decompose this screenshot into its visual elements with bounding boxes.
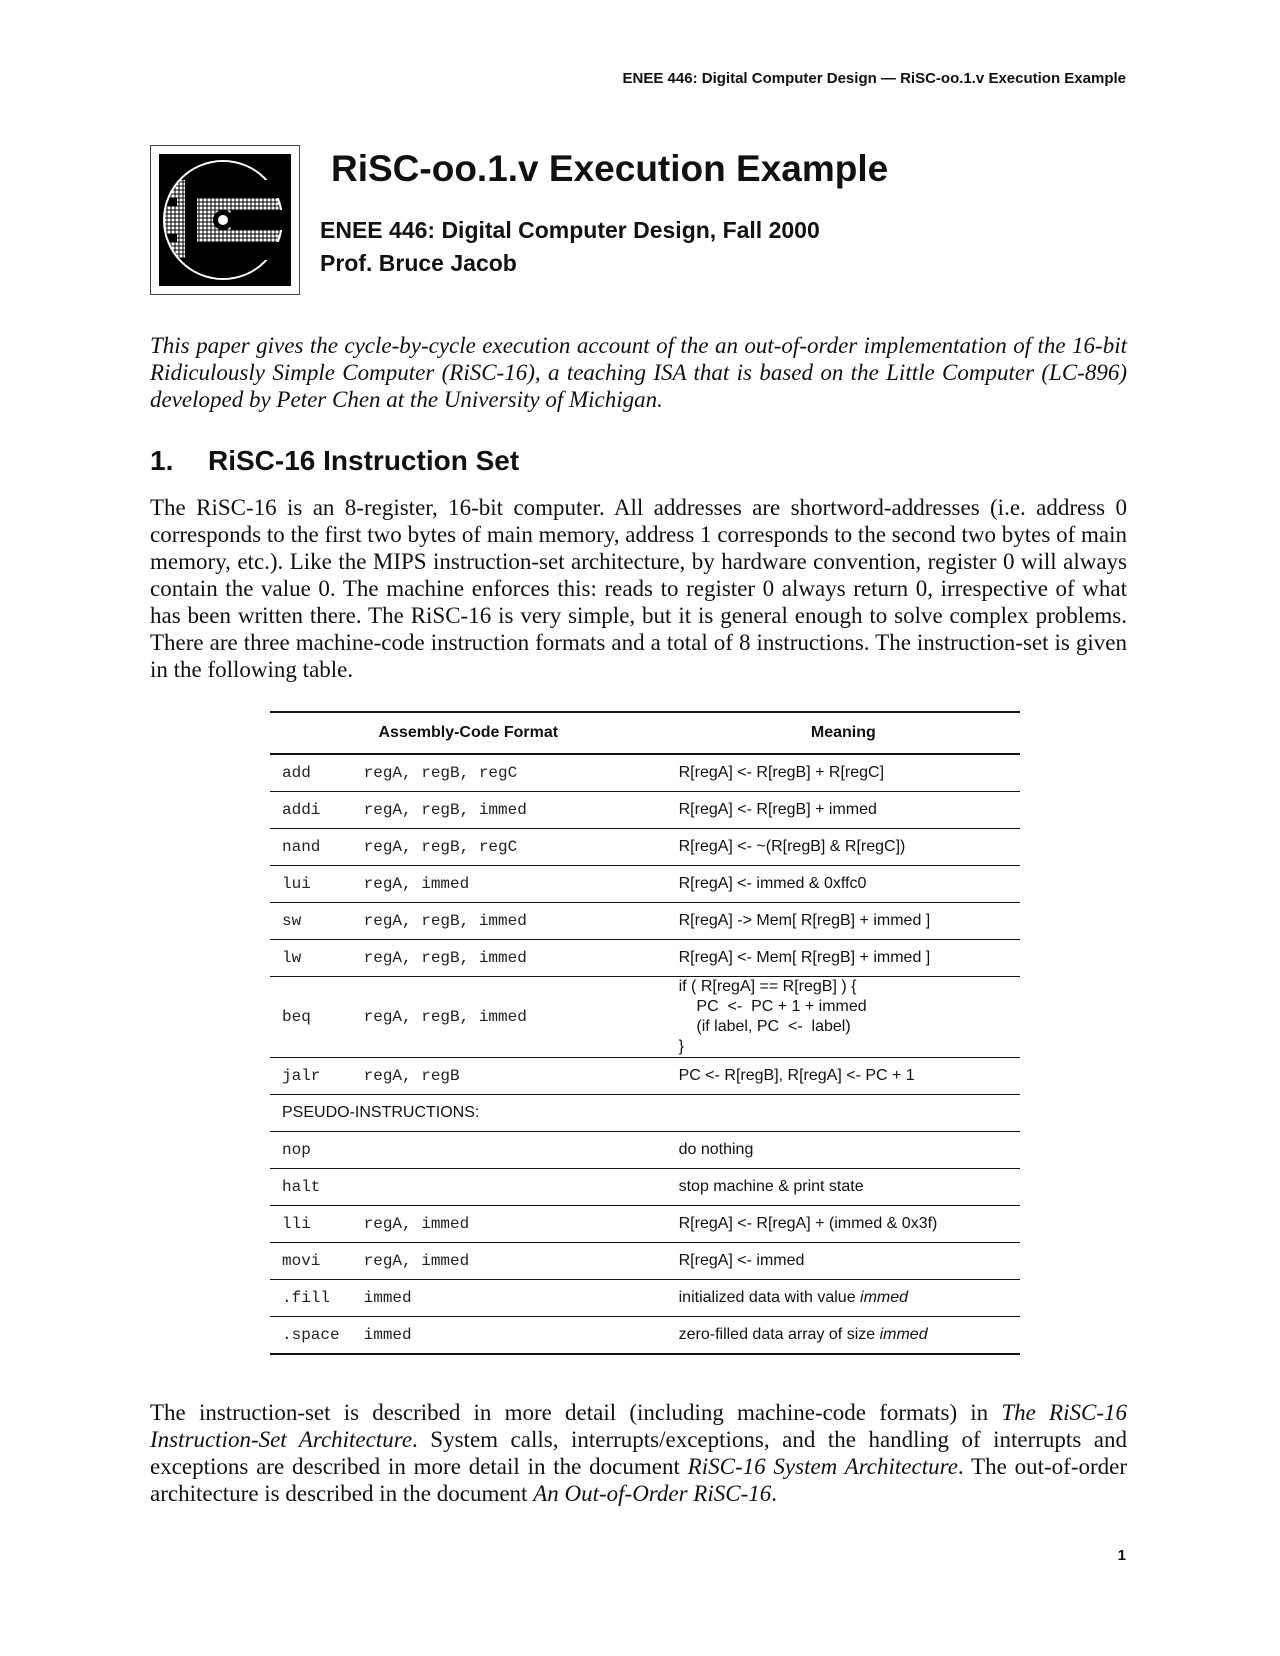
- meaning-text: initialized data with value: [678, 1289, 861, 1306]
- instruction-mnemonic: .fill: [270, 1280, 352, 1317]
- table-row: [270, 1169, 1020, 1206]
- beq-meaning-line: (if label, PC <- label): [678, 1018, 851, 1035]
- table-row: [270, 754, 1020, 792]
- section-title: RiSC-16 Instruction Set: [208, 445, 520, 476]
- instruction-mnemonic: nand: [270, 829, 352, 866]
- instruction-operands: regA, immed: [352, 1243, 667, 1280]
- paragraph-text: .: [771, 1481, 778, 1506]
- instruction-operands: regA, regB, immed: [352, 977, 667, 1058]
- table-row: [270, 1132, 1020, 1169]
- table-row: [270, 866, 1020, 903]
- instruction-mnemonic: movi: [270, 1243, 352, 1280]
- paragraph-text: . System calls, interrupts/exceptions, and the handling of interrupts and exceptions are described in more detail in the document: [150, 1427, 1127, 1479]
- header-meaning: Meaning: [667, 712, 1020, 754]
- instruction-mnemonic: halt: [270, 1169, 352, 1206]
- instruction-mnemonic: lui: [270, 866, 352, 903]
- instruction-operands: [352, 1169, 667, 1206]
- table-row: [270, 1317, 1020, 1355]
- instruction-meaning: stop machine & print state: [667, 1169, 1020, 1206]
- instruction-meaning: [667, 1280, 1020, 1317]
- section-heading: [150, 445, 519, 477]
- instruction-meaning: R[regA] <- Mem[ R[regB] + immed ]: [667, 940, 1020, 977]
- course-and-author: [320, 214, 820, 280]
- paper-title: RiSC-oo.1.v Execution Example: [331, 148, 889, 189]
- instruction-operands: regA, regB, regC: [363, 764, 518, 782]
- meaning-italic-term: immed: [879, 1326, 928, 1343]
- section-number: 1.: [150, 445, 174, 476]
- instruction-mnemonic: sw: [270, 903, 352, 940]
- instruction-meaning: R[regA] <- immed: [667, 1243, 1020, 1280]
- instruction-operands: regA, immed: [352, 866, 667, 903]
- instruction-meaning: do nothing: [667, 1132, 1020, 1169]
- table-row-beq: [270, 977, 1020, 1058]
- table-header-row: [270, 712, 1020, 754]
- meaning-italic-term: immed: [860, 1289, 909, 1306]
- university-logo: [150, 145, 300, 295]
- instruction-meaning: [667, 977, 1020, 1058]
- section-paragraph: The RiSC-16 is an 8-register, 16-bit computer. All addresses are shortword-addresses (i.e. address 0 corresponds to the first two bytes of main memory, address 1 corresponds to the second two bytes of main memory, etc.). Like the MIPS instruction-set architecture, by hardware convention, register 0 will always contain the value 0. The machine enforces this: reads to register 0 always return 0, irrespective of what has been written there. The RiSC-16 is very simple, but it is general enough to solve complex problems. There are three machine-code instruction formats and a total of 8 instructions. The instruction-set is given in the following table.: [150, 495, 1127, 682]
- page-number: 1: [1117, 1547, 1126, 1564]
- instruction-operands: immed: [352, 1280, 667, 1317]
- instruction-operands: regA, regB: [352, 1058, 667, 1095]
- table-row: [270, 829, 1020, 866]
- instruction-mnemonic: nop: [270, 1132, 352, 1169]
- document-reference: An Out-of-Order RiSC-16: [533, 1481, 772, 1506]
- beq-meaning-line: PC <- PC + 1 + immed: [678, 998, 867, 1015]
- table-row: [270, 1058, 1020, 1095]
- table-row: [270, 940, 1020, 977]
- beq-meaning-line: }: [678, 1038, 684, 1055]
- instruction-meaning: R[regA] <- R[regB] + R[regC]: [678, 764, 885, 781]
- header-assembly-format: Assembly-Code Format: [270, 712, 667, 754]
- instruction-mnemonic: lli: [270, 1206, 352, 1243]
- instruction-operands: regA, regB, regC: [352, 829, 667, 866]
- table-row: [270, 1280, 1020, 1317]
- document-reference: The RiSC-16 Instruction-Set Architecture: [150, 1400, 1127, 1452]
- beq-meaning-line: if ( R[regA] == R[regB] ) {: [678, 978, 857, 995]
- meaning-text: zero-filled data array of size: [678, 1326, 880, 1343]
- table-row: [270, 792, 1020, 829]
- instruction-meaning: [667, 1317, 1020, 1355]
- logo-emblem-icon: [151, 146, 299, 294]
- instruction-meaning: R[regA] -> Mem[ R[regB] + immed ]: [667, 903, 1020, 940]
- instruction-operands: immed: [352, 1317, 667, 1355]
- instruction-mnemonic: jalr: [270, 1058, 352, 1095]
- table-row: [270, 1206, 1020, 1243]
- author-line: Prof. Bruce Jacob: [320, 250, 517, 276]
- pseudo-instructions-label: PSEUDO-INSTRUCTIONS:: [270, 1095, 1020, 1132]
- instruction-set-table: [270, 711, 1020, 1355]
- instruction-meaning: R[regA] <- ~(R[regB] & R[regC]): [667, 829, 1020, 866]
- table-row: [270, 1243, 1020, 1280]
- abstract: This paper gives the cycle-by-cycle execution account of the an out-of-order implementation of the 16-bit Ridiculously Simple Computer (RiSC-16), a teaching ISA that is based on the Little Computer (LC-896) developed by Peter Chen at the University of Michigan.: [150, 333, 1127, 412]
- course-line: ENEE 446: Digital Computer Design, Fall 2000: [320, 217, 820, 243]
- instruction-mnemonic: lw: [270, 940, 352, 977]
- instruction-meaning: R[regA] <- R[regA] + (immed & 0x3f): [667, 1206, 1020, 1243]
- instruction-operands: regA, regB, immed: [352, 792, 667, 829]
- instruction-meaning: R[regA] <- R[regB] + immed: [667, 792, 1020, 829]
- instruction-mnemonic: .space: [270, 1317, 352, 1355]
- instruction-operands: [352, 1132, 667, 1169]
- instruction-operands: regA, regB, immed: [352, 940, 667, 977]
- instruction-mnemonic: beq: [270, 977, 352, 1058]
- instruction-meaning: R[regA] <- immed & 0xffc0: [667, 866, 1020, 903]
- pseudo-instructions-header-row: [270, 1095, 1020, 1132]
- paragraph-text: . The out-of-order architecture is described in the document: [150, 1454, 1128, 1506]
- table-row: [270, 903, 1020, 940]
- paragraph-text: The instruction-set is described in more detail (including machine-code formats) in: [150, 1400, 1002, 1425]
- document-reference: RiSC-16 System Architecture: [687, 1454, 958, 1479]
- closing-paragraph: [150, 1399, 1127, 1507]
- running-header: ENEE 446: Digital Computer Design — RiSC-oo.1.v Execution Example: [622, 70, 1126, 87]
- instruction-operands: regA, immed: [352, 1206, 667, 1243]
- instruction-mnemonic: addi: [270, 792, 352, 829]
- instruction-operands: regA, regB, immed: [352, 903, 667, 940]
- instruction-meaning: PC <- R[regB], R[regA] <- PC + 1: [667, 1058, 1020, 1095]
- instruction-mnemonic: add: [282, 764, 311, 782]
